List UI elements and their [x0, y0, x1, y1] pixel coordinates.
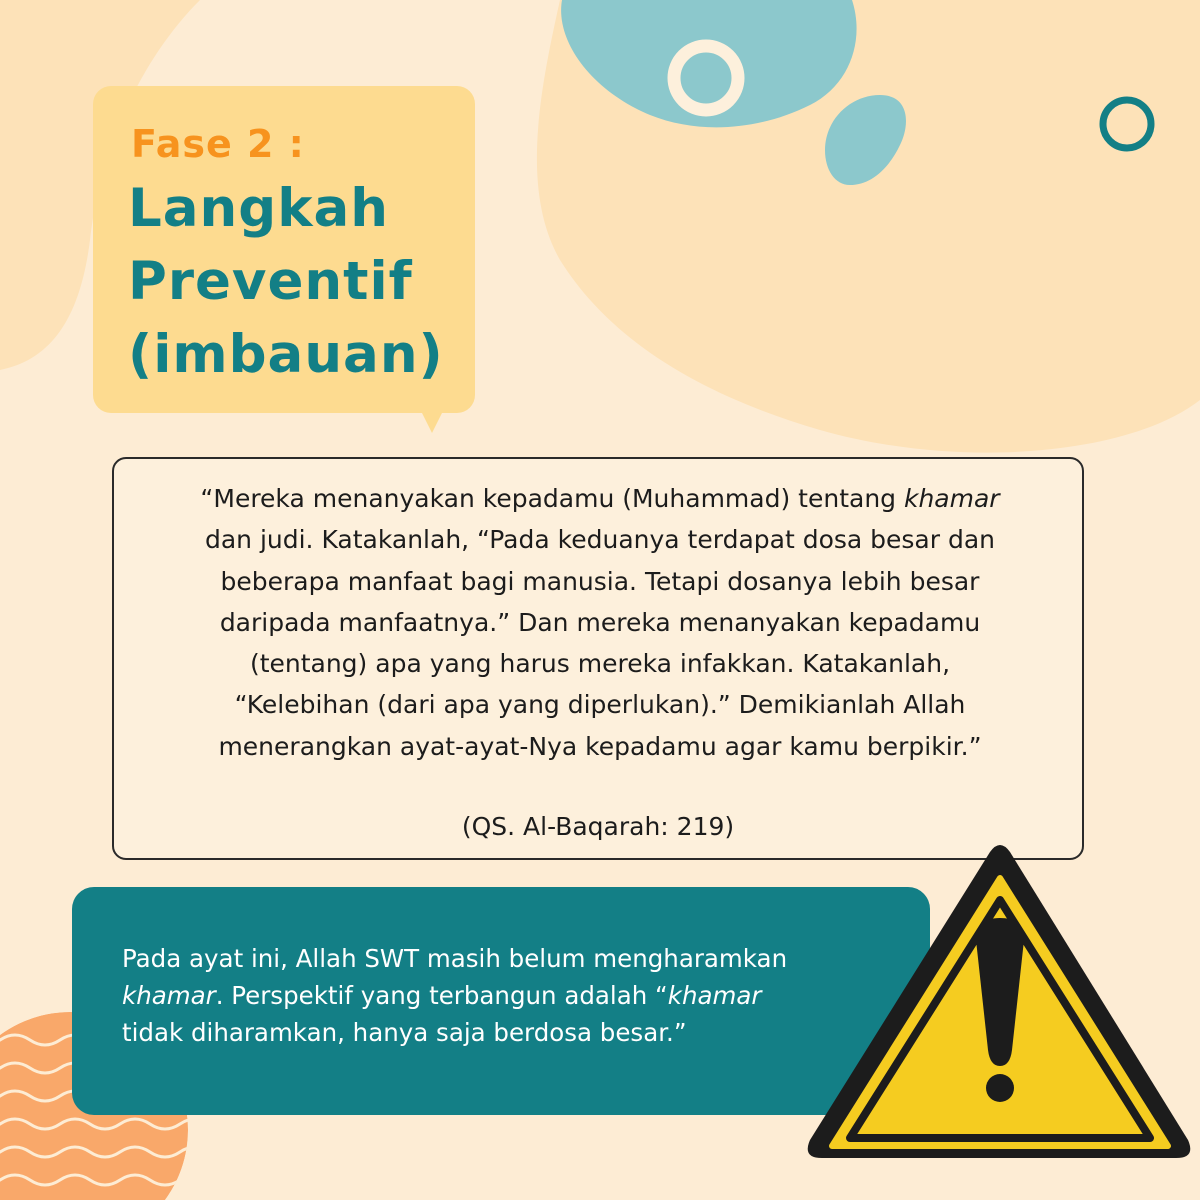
note-line-1: Pada ayat ini, Allah SWT masih belum mengharamkan: [122, 944, 788, 973]
quote-line-6: “Kelebihan (dari apa yang diperlukan).” Demikianlah Allah: [234, 690, 966, 720]
quote-line-1: [130, 478, 1070, 519]
warning-triangle-icon: [800, 838, 1200, 1168]
note-line-3: tidak diharamkan, hanya saja berdosa besar.”: [122, 1018, 687, 1047]
quote-line-1-text: “Mereka menanyakan kepadamu (Muhammad) tentang: [200, 484, 904, 513]
title-line-3: (imbauan): [128, 324, 444, 385]
quote-text: [130, 478, 1070, 767]
quote-source: (QS. Al-Baqarah: 219): [461, 812, 735, 841]
quote-line-2: dan judi. Katakanlah, “Pada keduanya terdapat dosa besar dan: [204, 525, 996, 555]
title-line-1: Langkah: [128, 178, 389, 239]
note-khamar-term-2: khamar: [667, 981, 762, 1010]
note-khamar-term: khamar: [122, 981, 216, 1010]
title-line-2: Preventif: [128, 251, 413, 312]
phase-label: Fase 2 :: [131, 122, 305, 166]
quote-line-4: daripada manfaatnya.” Dan mereka menanyakan kepadamu: [219, 607, 981, 637]
quote-line-3: beberapa manfaat bagi manusia. Tetapi dosanya lebih besar: [220, 566, 980, 596]
quote-line-5: (tentang) apa yang harus mereka infakkan. Katakanlah,: [249, 649, 951, 679]
note-line-2-text: . Perspektif yang terbangun adalah “: [215, 981, 668, 1010]
quote-khamar-term: khamar: [903, 484, 1000, 513]
title-card-tail: [418, 405, 446, 433]
quote-line-7: menerangkan ayat-ayat-Nya kepadamu agar kamu berpikir.”: [218, 731, 982, 761]
